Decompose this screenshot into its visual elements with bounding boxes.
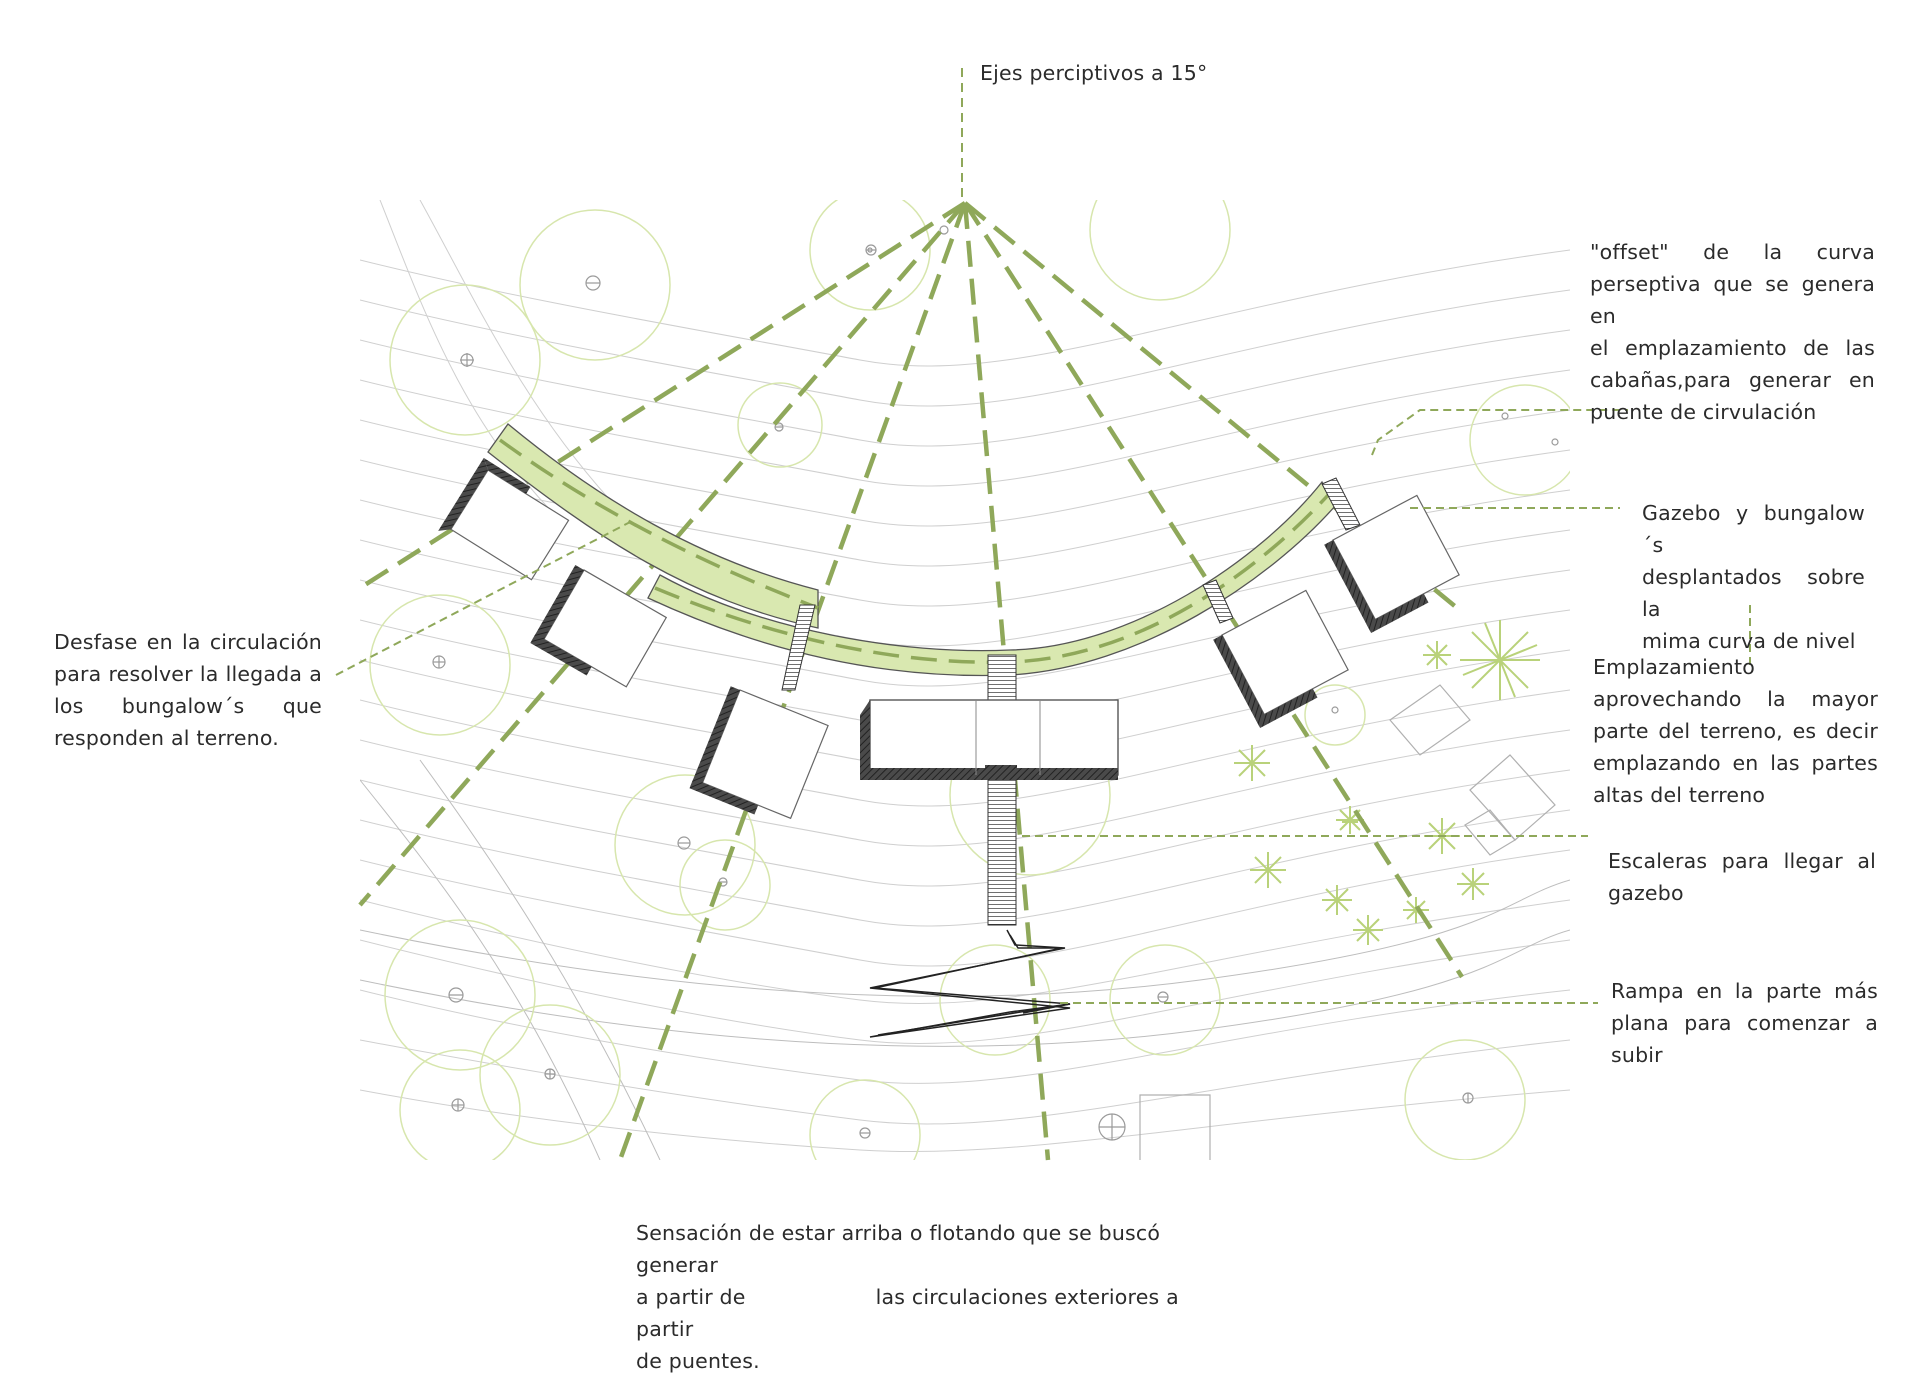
annotation-rampa: Rampa en la parte más plana para comenzar a subir	[1611, 979, 1878, 1067]
annotation-ejes: Ejes perciptivos a 15°	[980, 61, 1208, 85]
annotation-gazebo: Gazebo y bungalow´s desplantados sobre la mima curva de nivel	[1642, 501, 1865, 653]
neighbor-buildings	[1140, 685, 1555, 1160]
bungalow-3	[690, 686, 829, 827]
annotation-desfase: Desfase en la circulación para resolver la llegada a los bungalow´s que responden al terreno.	[54, 630, 322, 750]
sensacion-line2-start: a partir de	[636, 1285, 746, 1309]
access-ramp	[870, 930, 1070, 1037]
annotation-offset: "offset" de la curva perseptiva que se genera en el emplazamiento de las cabañas,para generar en puente de cirvulación	[1590, 240, 1875, 424]
bungalow-2	[530, 565, 666, 695]
terrain-contours	[360, 200, 1570, 1160]
sensacion-line2-end: las circulaciones exteriores a partir	[636, 1285, 1179, 1341]
gazebo	[860, 700, 1118, 780]
annotation-emplazamiento: Emplazamiento aprovechando la mayor parte del terreno, es decir emplazando en las partes altas del terreno	[1593, 655, 1878, 807]
annotation-escaleras: Escaleras para llegar al gazebo	[1608, 849, 1876, 905]
annotation-sensacion: Sensación de estar arriba o flotando que se buscó generar a partir de las circulaciones exteriores a partir de puentes.	[636, 1221, 1179, 1373]
